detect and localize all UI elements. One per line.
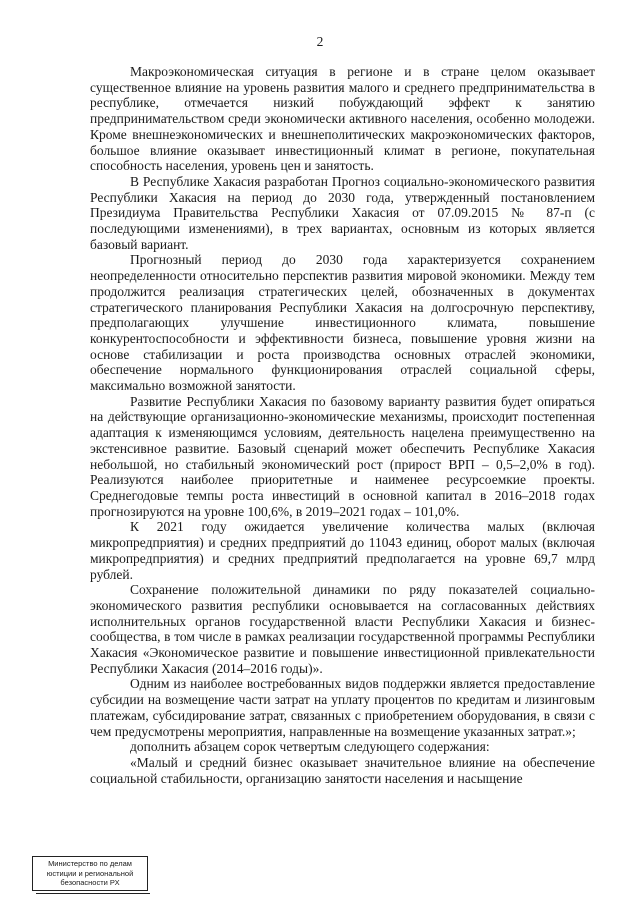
paragraph-base-scenario: Развитие Республики Хакасия по базовому варианту развития будет опираться на действующие организационно-экономические механизмы, происходит постепенная адаптация к изменяющимся условиям, деятельность нацелена преимущественно на экстенсивное развитие. Базовый сценарий может обеспечить Республике Хакасия небольшой, но стабильный экономический рост (прирост ВРП – 0,5–2,0% в год). Реализуются наиболее приоритетные и наименее ресурсоемкие проекты. Среднегодовые темпы роста инвестиций в основной капитал в 2016–2018 годах прогнозируются на уровне 100,6%, в 2019–2021 годах – 101,0%. [90, 393, 595, 519]
paragraph-subsidy-support: Одним из наиболее востребованных видов поддержки является предоставление субсидии на возмещение части затрат на уплату процентов по кредитам и лизинговым платежам, субсидирование затрат, связанных с приобретением оборудования, в связи с чем предусмотрены мероприятия, направленные на возмещение указанных затрат.»; [90, 676, 595, 739]
paragraph-amendment-instruction: дополнить абзацем сорок четвертым следующего содержания: [130, 739, 490, 755]
paragraph-positive-dynamics: Сохранение положительной динамики по ряду показателей социально-экономического развития республики основывается на согласованных действиях исполнительных органов государственной власти Республики Хакасия и бизнес-сообщества, в том числе в рамках реализации государственной программы Республики Хакасия «Экономическое развитие и повышение инвестиционной привлекательности Республики Хакасия (2014–2016 годы)». [90, 582, 595, 676]
document-body [90, 64, 595, 786]
paragraph-forecast-development: В Республике Хакасия разработан Прогноз социально-экономического развития Республики Хакасия на период до 2030 года, утвержденный постановлением Президиума Правительства Республики Хакасия от 07.09.2015 № 87-п (с последующими изменениями), в трех вариантах, основным из которых является базовый вариант. [90, 173, 595, 252]
paragraph-new-text: «Малый и средний бизнес оказывает значительное влияние на обеспечение социальной стабильности, организацию занятости населения и насыщение [90, 754, 595, 786]
stamp-line-3: безопасности РХ [60, 878, 120, 887]
page-number: 2 [316, 34, 324, 49]
ministry-stamp [32, 856, 148, 891]
paragraph-2021-expectations: К 2021 году ожидается увеличение количества малых (включая микропредприятия) и средних предприятий до 11043 единиц, оборот малых (включая микропредприятия) и средних предприятий предполагается на уровне 69,7 млрд рублей. [90, 519, 595, 582]
stamp-line-2: юстиции и региональной [46, 868, 134, 878]
stamp-line-1: Министерство по делам [48, 859, 132, 868]
paragraph-forecast-period: Прогнозный период до 2030 года характеризуется сохранением неопределенности относительно перспектив развития мировой экономики. Между тем продолжится реализация стратегических целей, обозначенных в документах стратегического планирования Республики Хакасия на долгосрочную перспективу, предполагающих улучшение инвестиционного климата, повышение конкурентоспособности и эффективности бизнеса, повышение уровня жизни на основе стабилизации и роста производства основных отраслей экономики, обеспечение нормального функционирования отраслей социальной сферы, максимально возможной занятости. [90, 252, 595, 394]
paragraph-macroeconomic-situation: Макроэкономическая ситуация в регионе и в стране целом оказывает существенное влияние на уровень развития малого и среднего предпринимательства в республике, отмечается низкий побуждающий эффект к занятию предпринимательством среди экономически активного населения, особенно молодежи. Кроме внешнеэкономических и внешнеполитических макроэкономических факторов, большое влияние оказывает инвестиционный климат в регионе, покупательная способность населения, уровень цен и занятость. [90, 64, 595, 174]
